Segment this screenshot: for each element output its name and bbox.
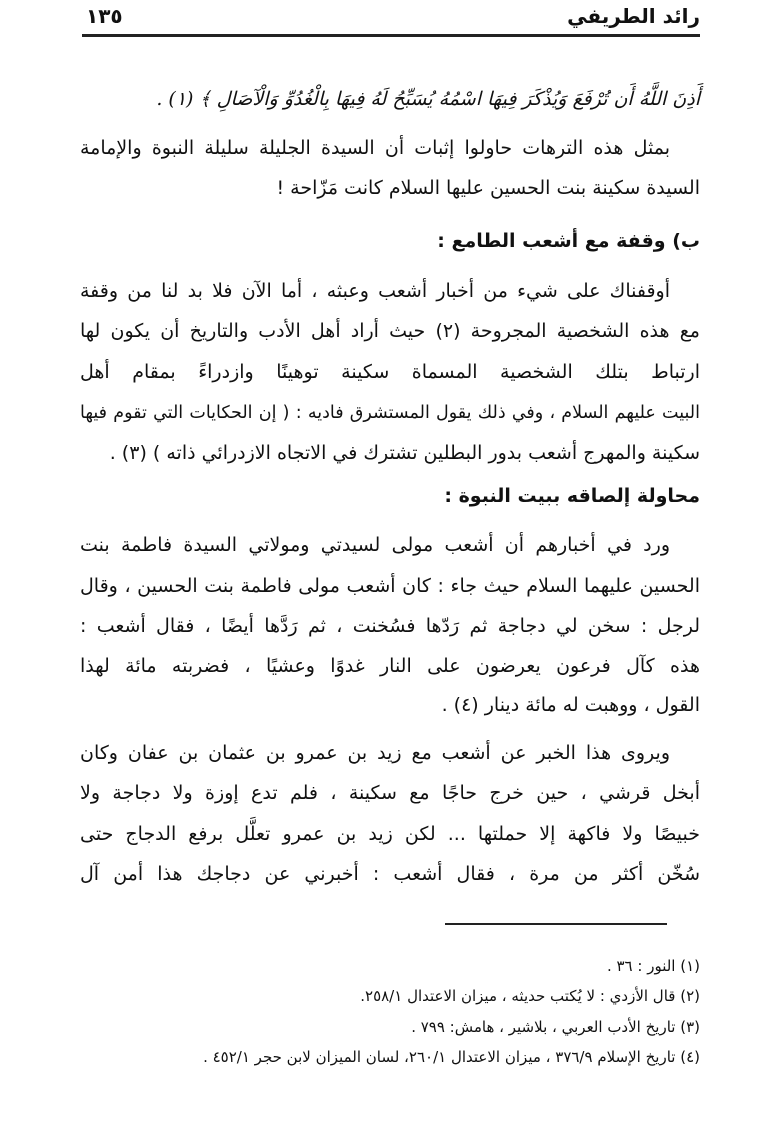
paragraph-line: مع هذه الشخصية المجروحة (٢) حيث أراد أهل الأدب والتاريخ أن يكون لها bbox=[80, 320, 700, 342]
paragraph-line: ورد في أخبارهم أن أشعب مولى لسيدتي ومولاتي السيدة فاطمة بنت bbox=[80, 534, 670, 556]
footnote-rule bbox=[445, 923, 667, 925]
footnote: (٤) تاريخ الإسلام ٣٧٦/٩ ، ميزان الاعتدال ٢٦٠/١، لسان الميزان لابن حجر ٤٥٢/١ . bbox=[203, 1048, 700, 1066]
page-number: ١٣٥ bbox=[86, 4, 123, 28]
header-rule bbox=[82, 34, 700, 37]
footnote: (٢) قال الأزدي : لا يُكتب حديثه ، ميزان الاعتدال ٢٥٨/١. bbox=[360, 987, 700, 1005]
running-title: رائد الطريفي bbox=[567, 4, 700, 28]
paragraph-line: ويروى هذا الخبر عن أشعب مع زيد بن عمرو بن عثمان بن عفان وكان bbox=[80, 742, 670, 764]
paragraph-line: بمثل هذه الترهات حاولوا إثبات أن السيدة الجليلة سليلة النبوة والإمامة bbox=[80, 137, 670, 159]
footnote: (١) النور : ٣٦ . bbox=[606, 957, 700, 975]
paragraph-line: خبيصًا ولا فاكهة إلا حملتها ... لكن زيد بن عمرو تعلَّل برفع الدجاج حتى bbox=[80, 823, 700, 845]
paragraph-line: سُخّن أكثر من مرة ، فقال أشعب : أخبرني عن دجاجك هذا أمن آل bbox=[80, 863, 700, 885]
section-heading: ب) وقفة مع أشعب الطامع : bbox=[437, 230, 700, 252]
paragraph-line: سكينة والمهرج أشعب بدور البطلين تشترك في الاتجاه الازدرائي ذاته ) (٣) . bbox=[109, 442, 700, 464]
paragraph-line: أوقفناك على شيء من أخبار أشعب وعبثه ، أما الآن فلا بد لنا من وقفة bbox=[80, 280, 670, 302]
paragraph-line: ارتباط بتلك الشخصية المسماة سكينة توهينًا وازدراءً بمقام أهل bbox=[80, 361, 700, 383]
paragraph-line: لرجل : سخن لي دجاجة ثم رَدّها فسُخنت ، ثم رَدَّها أيضًا ، فقال أشعب : bbox=[80, 615, 700, 637]
quran-verse: أَذِنَ اللَّهُ أَن تُرْفَعَ وَيُذْكَرَ فِيهَا اسْمُهُ يُسَبِّحُ لَهُ فِيهَا بِالْغُدُوِّ وَالْآصَالِ ﴾ (١) . bbox=[156, 88, 700, 110]
paragraph-line: الحسين عليهما السلام حيث جاء : كان أشعب مولى فاطمة بنت الحسين ، وقال bbox=[80, 575, 700, 597]
paragraph-line: أبخل قرشي ، حين خرج حاجًا مع سكينة ، فلم تدع إوزة ولا دجاجة ولا bbox=[80, 782, 700, 804]
footnote: (٣) تاريخ الأدب العربي ، بلاشير ، هامش: ٧٩٩ . bbox=[411, 1018, 700, 1036]
paragraph-line: السيدة سكينة بنت الحسين عليها السلام كانت مَزّاحة ! bbox=[276, 177, 700, 199]
section-heading: محاولة إلصاقه ببيت النبوة : bbox=[444, 485, 700, 507]
paragraph-line: القول ، ووهبت له مائة دينار (٤) . bbox=[441, 694, 700, 716]
paragraph-line: هذه كآل فرعون يعرضون على النار غدوًا وعشيًا ، فضربته مائة لهذا bbox=[80, 655, 700, 677]
paragraph-line: البيت عليهم السلام ، وفي ذلك يقول المستشرق فاديه : ( إن الحكايات التي تقوم فيها bbox=[80, 403, 700, 423]
